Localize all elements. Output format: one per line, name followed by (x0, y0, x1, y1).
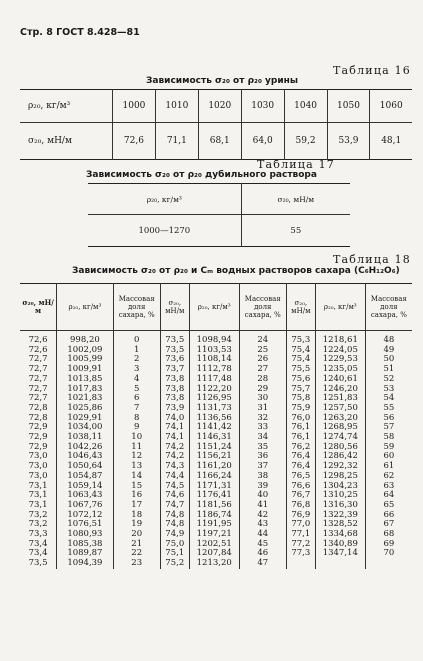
table18-header: Массовая доля сахара, % (113, 284, 160, 331)
table16 (20, 89, 412, 160)
table18-cell: 1025,86 (57, 404, 113, 414)
table18-cell: 1009,91 (57, 365, 113, 375)
table18-cell: 61 (365, 462, 412, 472)
table18-cell: 33 (239, 423, 286, 433)
table18-cell: 11 (113, 443, 160, 453)
table18-cell: 1 (113, 346, 160, 356)
table18-cell: 1224,05 (315, 346, 365, 356)
table16-cell: 64,0 (241, 123, 284, 160)
table18-cell: 62 (365, 472, 412, 482)
table18-cell: 1067,76 (57, 501, 113, 511)
table18-cell: 70 (365, 549, 412, 559)
table18-cell: 72,7 (28, 373, 48, 384)
table18-cell: 76,4 (286, 452, 315, 462)
table18-cell: 56 (365, 414, 412, 424)
table18-cell: 73,4 (28, 538, 48, 549)
table18-cell: 27 (239, 365, 286, 375)
table17-header-density: ρ₂₀, кг/м³ (88, 184, 241, 215)
table18-cell: 53 (365, 385, 412, 395)
table18-cell: 25 (239, 346, 286, 356)
table16-cell: 1060 (370, 90, 412, 123)
table18-cell: 42 (239, 511, 286, 521)
table18-cell: 63 (365, 482, 412, 492)
table18-cell: 76,8 (286, 501, 315, 511)
table16-cell: 72,6 (113, 123, 156, 160)
table18-cell: 76,0 (286, 414, 315, 424)
table18-cell: 72,8 (28, 402, 48, 413)
table18-cell: 17 (113, 501, 160, 511)
table18-cell: 1089,87 (57, 549, 113, 559)
table18-cell: 77,0 (286, 520, 315, 530)
table18-cell: 1108,14 (189, 355, 239, 365)
table18-cell: 54 (365, 394, 412, 404)
table18-cell: 35 (239, 443, 286, 453)
table18-cell: 73,3 (28, 529, 48, 540)
table18-cell: 1229,53 (315, 355, 365, 365)
table17-title: Зависимость σ₂₀ от ρ₂₀ дубильного раствора (86, 170, 317, 180)
table18-cell: 8 (113, 414, 160, 424)
table18-cell: 48 (365, 331, 412, 346)
table18-cell: 74,2 (160, 452, 189, 462)
table18-cell: 1316,30 (315, 501, 365, 511)
table18-cell: 74,1 (160, 433, 189, 443)
table18-cell: 73,6 (160, 355, 189, 365)
table18-cell: 1085,38 (57, 540, 113, 550)
table18-cell: 72,8 (28, 412, 48, 423)
table18-cell: 75,2 (160, 559, 189, 569)
table18-cell: 76,1 (286, 433, 315, 443)
table18-cell: 28 (239, 375, 286, 385)
table18-cell: 1166,24 (189, 472, 239, 482)
table18-cell: 58 (365, 433, 412, 443)
table18-cell: 1076,51 (57, 520, 113, 530)
table18-cell: 1126,95 (189, 394, 239, 404)
table16-cell: 1010 (155, 90, 198, 123)
table18-cell: 74,1 (160, 423, 189, 433)
table18-cell: 1322,39 (315, 511, 365, 521)
table18-cell: 57 (365, 423, 412, 433)
table18-cell: 73,1 (28, 490, 48, 501)
table17-cell: 55 (241, 215, 350, 247)
table18-cell: 1013,85 (57, 375, 113, 385)
table18-cell: 12 (113, 452, 160, 462)
table18-cell: 4 (113, 375, 160, 385)
table18-cell: 74,2 (160, 443, 189, 453)
table18-cell: 5 (113, 385, 160, 395)
table16-row2-label: σ₂₀, мН/м (28, 136, 72, 146)
table18-cell: 75,8 (286, 394, 315, 404)
table18-cell: 1197,21 (189, 530, 239, 540)
table18-cell: 74,5 (160, 482, 189, 492)
table18-cell: 26 (239, 355, 286, 365)
table18-cell: 74,3 (160, 462, 189, 472)
table18-header: Массовая доля сахара, % (365, 284, 412, 331)
table18-cell: 1202,51 (189, 540, 239, 550)
table18-cell: 73,8 (160, 375, 189, 385)
table16-cell: 1000 (113, 90, 156, 123)
table18-cell: 73,0 (28, 470, 48, 481)
table18-cell: 998,20 (57, 331, 113, 346)
table18-cell: 73,5 (160, 346, 189, 356)
table18-cell: 73,2 (28, 519, 48, 530)
table18-cell: 74,0 (160, 414, 189, 424)
table18-cell: 1176,41 (189, 491, 239, 501)
table18-cell: 1207,84 (189, 549, 239, 559)
table18-cell: 1080,93 (57, 530, 113, 540)
table18-cell: 37 (239, 462, 286, 472)
table18-cell: 43 (239, 520, 286, 530)
table18-cell: 73,2 (28, 509, 48, 520)
table18-cell: 16 (113, 491, 160, 501)
table18-cell: 60 (365, 452, 412, 462)
table18-cell: 72,9 (28, 441, 48, 452)
table18-cell: 1042,26 (57, 443, 113, 453)
table18-cell: 73,1 (28, 499, 48, 510)
table18-cell: 31 (239, 404, 286, 414)
table18-cell: 1146,31 (189, 433, 239, 443)
table18-cell: 29 (239, 385, 286, 395)
table18-cell: 7 (113, 404, 160, 414)
table18-cell: 47 (239, 559, 286, 569)
table18-cell: 1340,89 (315, 540, 365, 550)
table18-cell: 3 (113, 365, 160, 375)
table16-cell: 1040 (284, 90, 327, 123)
table18-cell: 1151,24 (189, 443, 239, 453)
table18-cell: 24 (239, 331, 286, 346)
table18-cell: 38 (239, 472, 286, 482)
table18-cell: 75,0 (160, 540, 189, 550)
table18-cell (315, 559, 365, 569)
table18-header-row (20, 284, 412, 331)
table17-header-tension: σ₂₀, мН/м (241, 184, 350, 215)
table18-header: Массовая доля сахара, % (239, 284, 286, 331)
table16-cell: 1030 (241, 90, 284, 123)
page-header: Стр. 8 ГОСТ 8.428—81 (20, 27, 140, 38)
table18-cell: 66 (365, 511, 412, 521)
table18-cell: 73,7 (160, 365, 189, 375)
table18-cell: 14 (113, 472, 160, 482)
table18-header: σ₂₀, мН/м (286, 284, 315, 331)
table18-cell: 1038,11 (57, 433, 113, 443)
table18-header: ρ₂₀, кг/м³ (189, 284, 239, 331)
table18-body (20, 331, 412, 569)
table18-cell: 76,5 (286, 472, 315, 482)
table18-cell: 1218,61 (315, 331, 365, 346)
table18-cell: 1131,73 (189, 404, 239, 414)
table18-cell: 75,5 (286, 365, 315, 375)
table17 (88, 183, 350, 247)
table18-cell: 1034,00 (57, 423, 113, 433)
table18-cell: 1021,83 (57, 394, 113, 404)
table17-header-row (88, 184, 350, 215)
table18-cell: 76,1 (286, 423, 315, 433)
table18-cell (365, 559, 412, 569)
table18-cell: 59 (365, 443, 412, 453)
table18-cell: 73,8 (160, 385, 189, 395)
table18-cell: 75,7 (286, 385, 315, 395)
table16-cell: 53,9 (327, 123, 370, 160)
table16-cell: 1020 (198, 90, 241, 123)
table18-cell: 32 (239, 414, 286, 424)
table18-cell: 75,3 (286, 331, 315, 346)
table18-cell: 1186,74 (189, 511, 239, 521)
table18-cell: 1235,05 (315, 365, 365, 375)
table18-cell: 1017,83 (57, 385, 113, 395)
table18-cell: 13 (113, 462, 160, 472)
table16-cell: 59,2 (284, 123, 327, 160)
table18-cell: 74,6 (160, 491, 189, 501)
table18-cell: 72,6 (28, 335, 48, 345)
table18-cell: 1005,99 (57, 355, 113, 365)
table18-cell: 1046,43 (57, 452, 113, 462)
table18-cell: 77,2 (286, 540, 315, 550)
table18-cell: 1029,91 (57, 414, 113, 424)
table18-cell: 76,9 (286, 511, 315, 521)
table18-cell: 1280,56 (315, 443, 365, 453)
table18-cell: 1136,56 (189, 414, 239, 424)
table18-title: Зависимость σ₂₀ от ρ₂₀ и Cₘ водных растворов сахара (C₆H₁₂O₆) (72, 266, 400, 276)
table18-cell: 1310,25 (315, 491, 365, 501)
table16-row-tension (20, 123, 412, 160)
table18-cell: 1098,94 (189, 331, 239, 346)
table18-cell: 74,7 (160, 501, 189, 511)
table18-cell: 44 (239, 530, 286, 540)
table18-cell: 75,1 (160, 549, 189, 559)
table18-cell: 1298,25 (315, 472, 365, 482)
table18-cell: 1161,20 (189, 462, 239, 472)
table18-header: σ₂₀, мН/м (160, 284, 189, 331)
table18-cell: 18 (113, 511, 160, 521)
table18-cell: 73,5 (28, 558, 48, 569)
table18-cell: 52 (365, 375, 412, 385)
table-row (20, 331, 412, 346)
table18-cell: 6 (113, 394, 160, 404)
table18-cell: 51 (365, 365, 412, 375)
table18-cell: 67 (365, 520, 412, 530)
table18-cell: 1246,20 (315, 385, 365, 395)
table18-cell: 10 (113, 433, 160, 443)
table18-cell: 1263,20 (315, 414, 365, 424)
table18-cell: 75,4 (286, 355, 315, 365)
table18-cell: 74,8 (160, 520, 189, 530)
table17-number: Таблица 17 (257, 158, 335, 171)
table18-cell: 76,6 (286, 482, 315, 492)
table18-cell: 19 (113, 520, 160, 530)
table18-cell: 34 (239, 433, 286, 443)
table18-cell: 73,0 (28, 461, 48, 472)
table18-cell: 0 (113, 331, 160, 346)
table18-cell: 73,0 (28, 451, 48, 462)
table18-cell: 73,5 (160, 331, 189, 346)
table18-cell: 1181,56 (189, 501, 239, 511)
table18-cell: 55 (365, 404, 412, 414)
table18-cell: 75,9 (286, 404, 315, 414)
table18-cell: 1171,31 (189, 482, 239, 492)
table18-cell: 69 (365, 540, 412, 550)
table18-cell: 72,7 (28, 383, 48, 394)
table18-cell: 74,8 (160, 511, 189, 521)
table18-cell: 1286,42 (315, 452, 365, 462)
table18-cell: 49 (365, 346, 412, 356)
table18-cell: 74,9 (160, 530, 189, 540)
table18-cell: 72,9 (28, 432, 48, 443)
table18-cell: 76,2 (286, 443, 315, 453)
table18-cell: 76,4 (286, 462, 315, 472)
table16-number: Таблица 16 (333, 64, 411, 77)
table18-cell: 22 (113, 549, 160, 559)
table18-cell: 75,6 (286, 375, 315, 385)
table18-cell: 1063,43 (57, 491, 113, 501)
table18-cell: 50 (365, 355, 412, 365)
table16-title: Зависимость σ₂₀ от ρ₂₀ урины (146, 76, 299, 86)
table18-cell: 68 (365, 530, 412, 540)
table16-row-density (20, 90, 412, 123)
table18-cell: 36 (239, 452, 286, 462)
table18 (20, 283, 412, 569)
table18-cell: 40 (239, 491, 286, 501)
table18-cell: 45 (239, 540, 286, 550)
table18-cell: 1050,64 (57, 462, 113, 472)
table18-cell: 1191,95 (189, 520, 239, 530)
table18-cell: 23 (113, 559, 160, 569)
table18-cell: 65 (365, 501, 412, 511)
table18-cell: 30 (239, 394, 286, 404)
table18-cell: 77,1 (286, 530, 315, 540)
table18-cell: 1002,09 (57, 346, 113, 356)
table18-cell: 1347,14 (315, 549, 365, 559)
table18-cell: 1213,20 (189, 559, 239, 569)
table18-cell: 64 (365, 491, 412, 501)
table18-cell: 1251,83 (315, 394, 365, 404)
table18-cell: 1112,78 (189, 365, 239, 375)
table18-cell: 1122,20 (189, 385, 239, 395)
table16-cell: 71,1 (155, 123, 198, 160)
table18-cell: 1072,12 (57, 511, 113, 521)
table18-cell: 1103,53 (189, 346, 239, 356)
table18-cell: 39 (239, 482, 286, 492)
table18-cell: 1257,50 (315, 404, 365, 414)
table18-number: Таблица 18 (333, 253, 411, 266)
table18-cell: 75,4 (286, 346, 315, 356)
table18-cell: 2 (113, 355, 160, 365)
table18-cell: 1117,48 (189, 375, 239, 385)
table18-cell (286, 559, 315, 569)
table18-header: ρ₂₀, кг/м³ (315, 284, 365, 331)
table18-cell: 72,6 (28, 344, 48, 355)
table18-cell: 1334,68 (315, 530, 365, 540)
table18-cell: 1059,14 (57, 482, 113, 492)
table18-header: ρ₂₀, кг/м³ (57, 284, 113, 331)
table18-cell: 46 (239, 549, 286, 559)
table18-cell: 77,3 (286, 549, 315, 559)
table18-cell: 73,4 (28, 548, 48, 559)
table18-cell: 73,8 (160, 394, 189, 404)
table18-cell: 9 (113, 423, 160, 433)
table18-cell: 20 (113, 530, 160, 540)
table17-cell: 1000—1270 (138, 225, 191, 236)
table18-cell: 1094,39 (57, 559, 113, 569)
table18-cell: 73,1 (28, 480, 48, 491)
table17-data-row (88, 215, 350, 247)
table18-cell: 1304,23 (315, 482, 365, 492)
table18-header: σ₂₀, мН/м (20, 284, 57, 331)
table18-cell: 1240,61 (315, 375, 365, 385)
table18-cell: 1292,32 (315, 462, 365, 472)
table18-cell: 41 (239, 501, 286, 511)
table18-cell: 72,7 (28, 364, 48, 375)
table18-cell: 72,9 (28, 422, 48, 433)
table18-cell: 1268,95 (315, 423, 365, 433)
table-row (20, 559, 412, 569)
table18-cell: 72,7 (28, 354, 48, 365)
table18-cell: 73,9 (160, 404, 189, 414)
table18-cell: 1054,87 (57, 472, 113, 482)
table18-cell: 1328,52 (315, 520, 365, 530)
table18-cell: 15 (113, 482, 160, 492)
table18-cell: 74,4 (160, 472, 189, 482)
table18-cell: 21 (113, 540, 160, 550)
table16-cell: 48,1 (370, 123, 412, 160)
table18-cell: 76,7 (286, 491, 315, 501)
table18-cell: 1141,42 (189, 423, 239, 433)
table18-cell: 1274,74 (315, 433, 365, 443)
table18-cell: 1156,21 (189, 452, 239, 462)
table16-cell: 1050 (327, 90, 370, 123)
table16-cell: 68,1 (198, 123, 241, 160)
table18-cell: 72,7 (28, 393, 48, 404)
table16-row1-label: ρ₂₀, кг/м³ (20, 90, 113, 123)
